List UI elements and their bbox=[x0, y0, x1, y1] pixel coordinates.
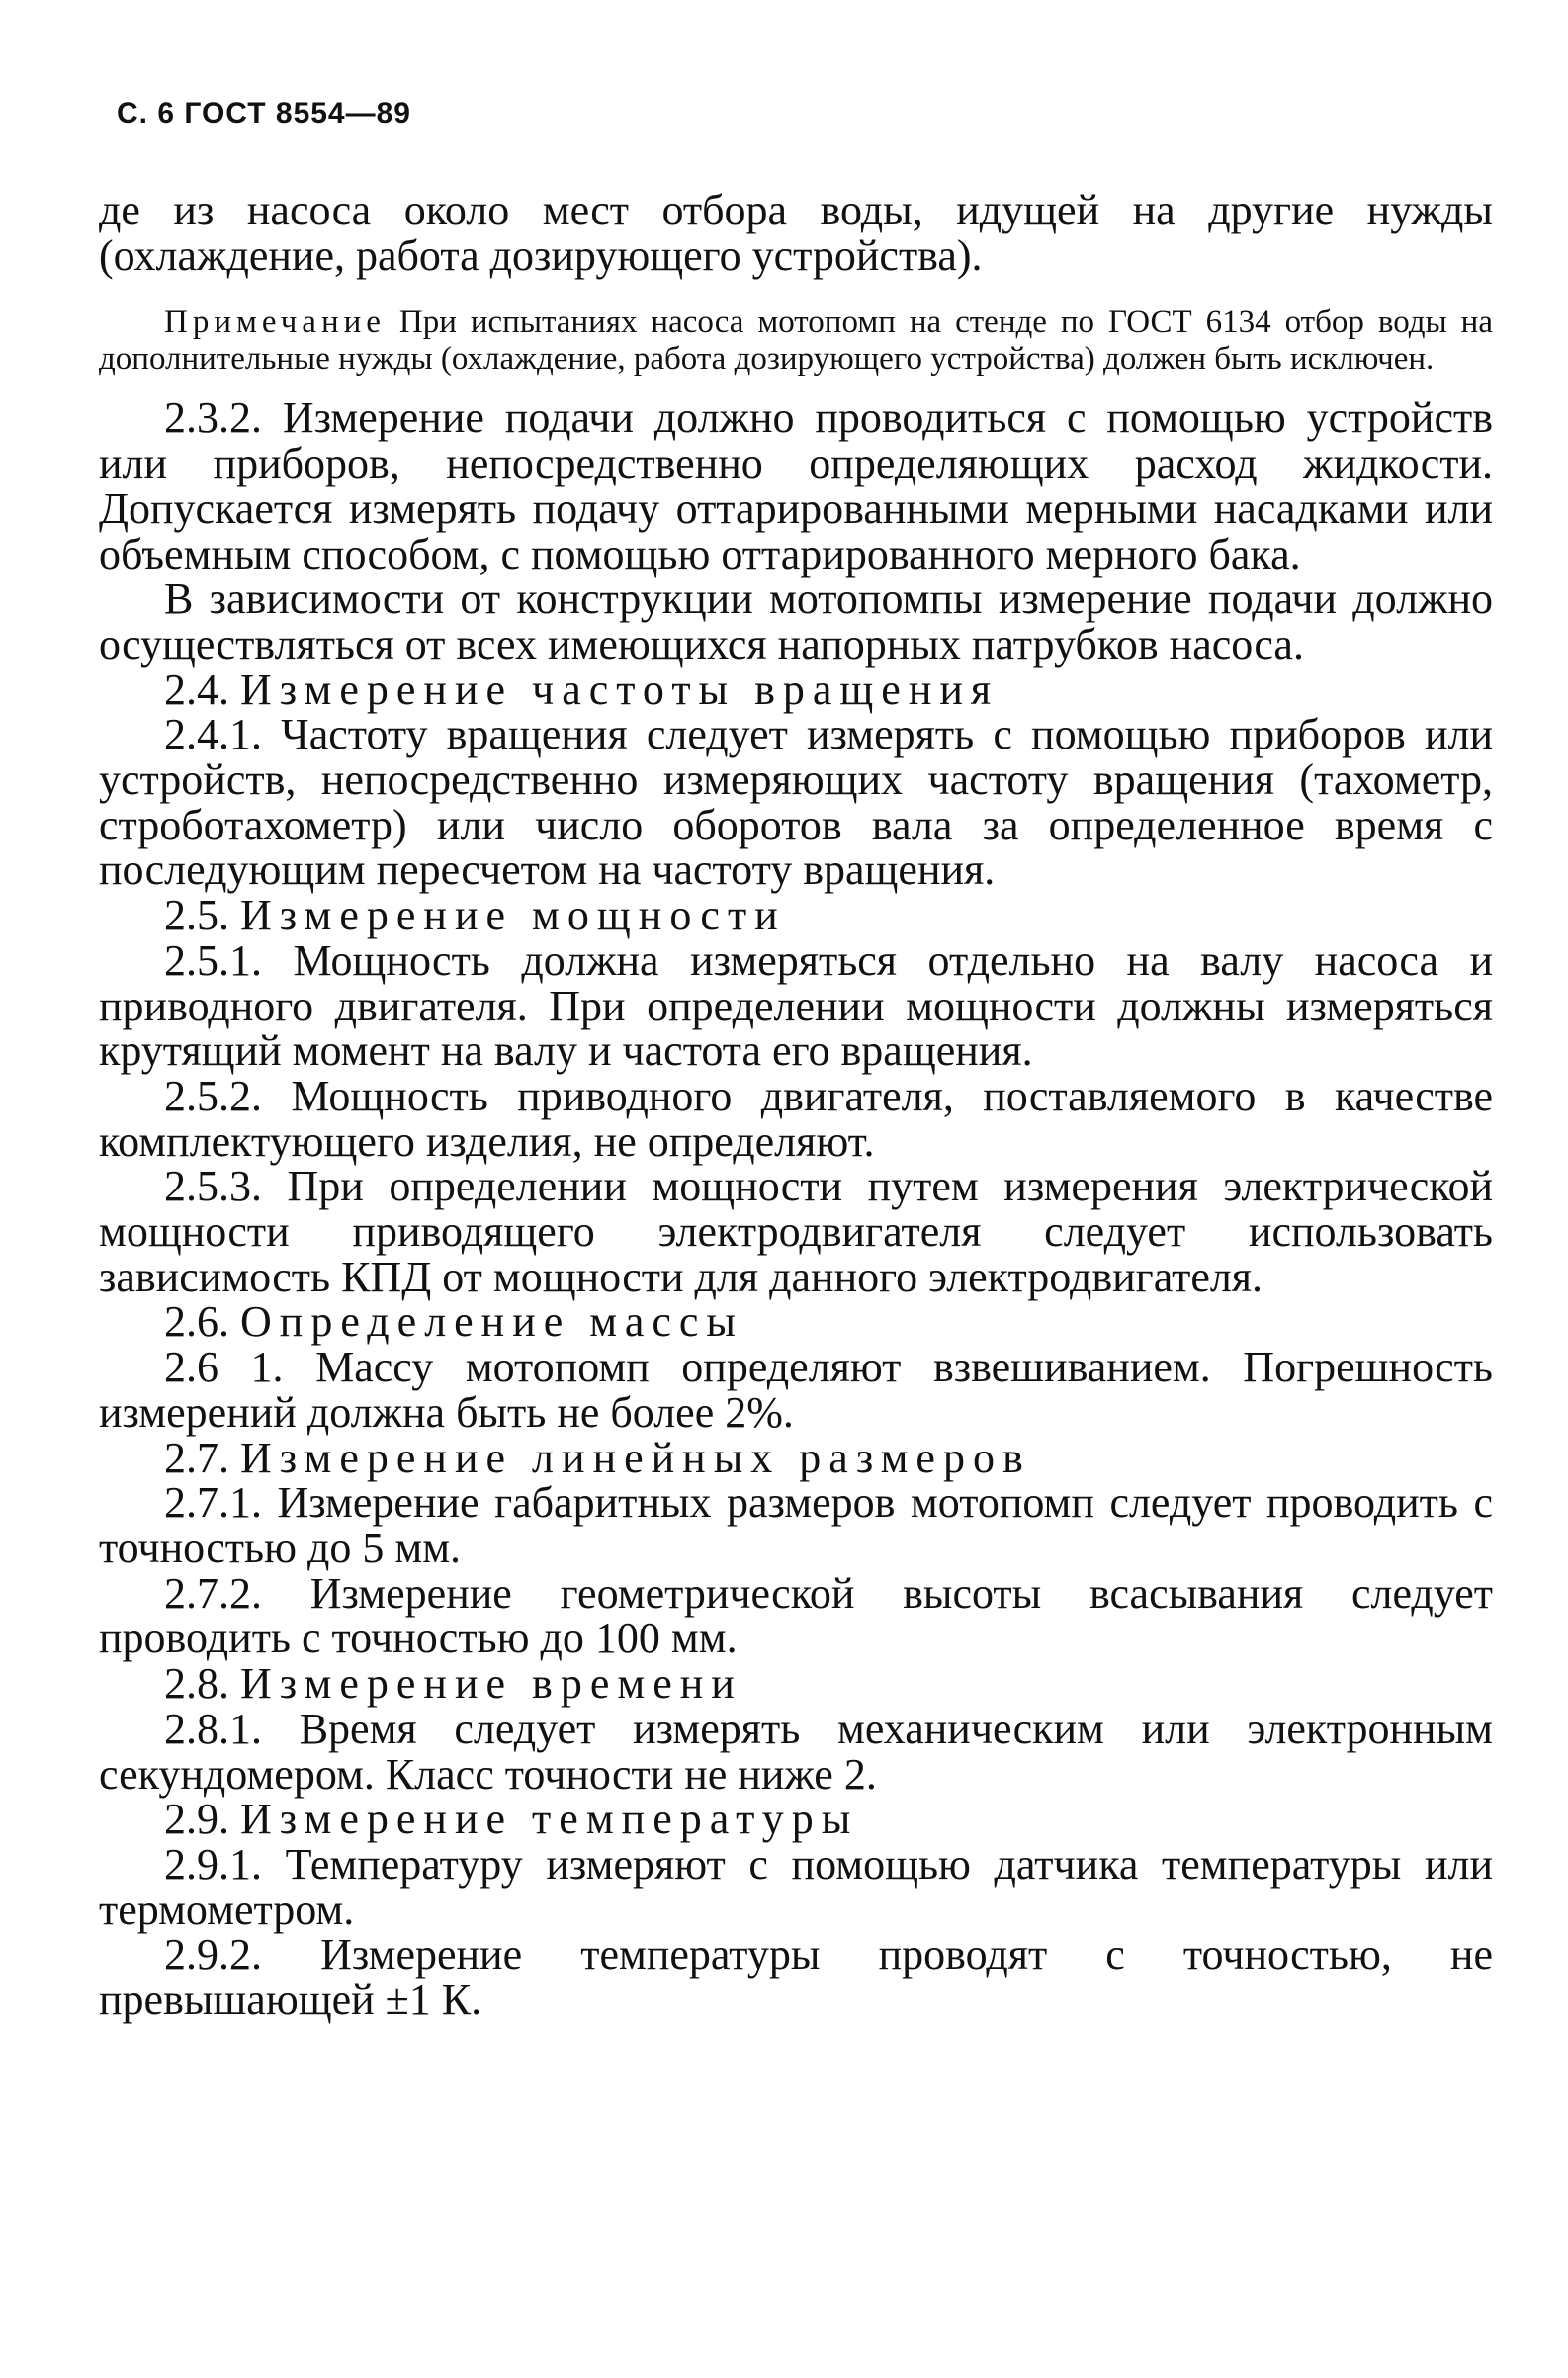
section-heading-2-5 bbox=[99, 893, 1493, 938]
paragraph-2-5-3: 2.5.3. При определении мощности путем измерения электрической мощности приводящего электродвигателя следует использовать зависимость КПД от мощности для данного электродвигателя. bbox=[99, 1162, 1493, 1301]
paragraph-2-3-2: 2.3.2. Измерение подачи должно проводиться с помощью устройств или приборов, непосредственно определяющих расход жидкости. Допускается измерять подачу оттарированными мерными насадками или объемным способом, с помощью оттарированного мерного бака. bbox=[99, 394, 1493, 578]
section-number: 2.8. bbox=[164, 1659, 240, 1709]
section-heading-2-6 bbox=[99, 1299, 1493, 1345]
section-number: 2.4. bbox=[164, 664, 240, 714]
paragraph-2-7-1: 2.7.1. Измерение габаритных размеров мотопомп следует проводить с точностью до 5 мм. bbox=[99, 1478, 1493, 1572]
section-title: Определение массы bbox=[240, 1297, 743, 1347]
section-title: Измерение мощности bbox=[240, 891, 786, 940]
paragraph-2-9-2: 2.9.2. Измерение температуры проводят с точностью, не превышающей ±1 К. bbox=[99, 1930, 1493, 2025]
section-heading-2-7 bbox=[99, 1433, 1493, 1482]
page-header: С. 6 ГОСТ 8554—89 bbox=[117, 97, 411, 130]
section-number: 2.9. bbox=[164, 1795, 240, 1844]
section-title: Измерение времени bbox=[240, 1659, 742, 1709]
paragraph-2-5-2: 2.5.2. Мощность приводного двигателя, поставляемого в качестве комплектующего изделия, не определяют. bbox=[99, 1071, 1493, 1166]
section-heading-2-4 bbox=[99, 664, 1493, 714]
section-title: Измерение температуры bbox=[240, 1795, 859, 1844]
paragraph-2-7-2: 2.7.2. Измерение геометрической высоты всасывания следует проводить с точностью до 100 мм. bbox=[99, 1568, 1493, 1663]
paragraph-2-6-1: 2.6 1. Массу мотопомп определяют взвешиванием. Погрешность измерений должна быть не более 2%. bbox=[99, 1343, 1493, 1437]
paragraph-2-5-1: 2.5.1. Мощность должна измеряться отдельно на валу насоса и приводного двигателя. При определении мощности должны измеряться крутящий момент на валу и частота его вращения. bbox=[99, 935, 1493, 1076]
note-text: При испытаниях насоса мотопомп на стенде по ГОСТ 6134 отбор воды на дополнительные нужды (охлаждение, работа дозирующего устройства) должен быть исключен. bbox=[99, 305, 1493, 378]
section-heading-2-9 bbox=[99, 1797, 1493, 1842]
document-body bbox=[99, 188, 1493, 2023]
paragraph-2-9-1: 2.9.1. Температуру измеряют с помощью датчика температуры или термометром. bbox=[99, 1839, 1493, 1934]
section-title: Измерение линейных размеров bbox=[240, 1433, 1031, 1482]
note-label: Примечание bbox=[164, 305, 386, 341]
paragraph-2-4-1: 2.4.1. Частоту вращения следует измерять с помощью приборов или устройств, непосредственно измеряющих частоту вращения (тахометр, строботахометр) или число оборотов вала за определенное время с последующим пересчетом на частоту вращения. bbox=[99, 710, 1493, 895]
section-number: 2.6. bbox=[164, 1297, 240, 1347]
section-heading-2-8 bbox=[99, 1661, 1493, 1707]
section-number: 2.5. bbox=[164, 891, 240, 940]
note bbox=[99, 305, 1493, 378]
section-number: 2.7. bbox=[164, 1433, 240, 1482]
paragraph-2-8-1: 2.8.1. Время следует измерять механическим или электронным секундомером. Класс точности не ниже 2. bbox=[99, 1704, 1493, 1799]
paragraph-2-3-2-continued: В зависимости от конструкции мотопомпы измерение подачи должно осуществляться от всех имеющихся напорных патрубков насоса. bbox=[99, 574, 1493, 668]
paragraph-intro: де из насоса около мест отбора воды, идущей на другие нужды (охлаждение, работа дозирующего устройства). bbox=[99, 186, 1493, 280]
section-title: Измерение частоты вращения bbox=[240, 664, 1000, 714]
